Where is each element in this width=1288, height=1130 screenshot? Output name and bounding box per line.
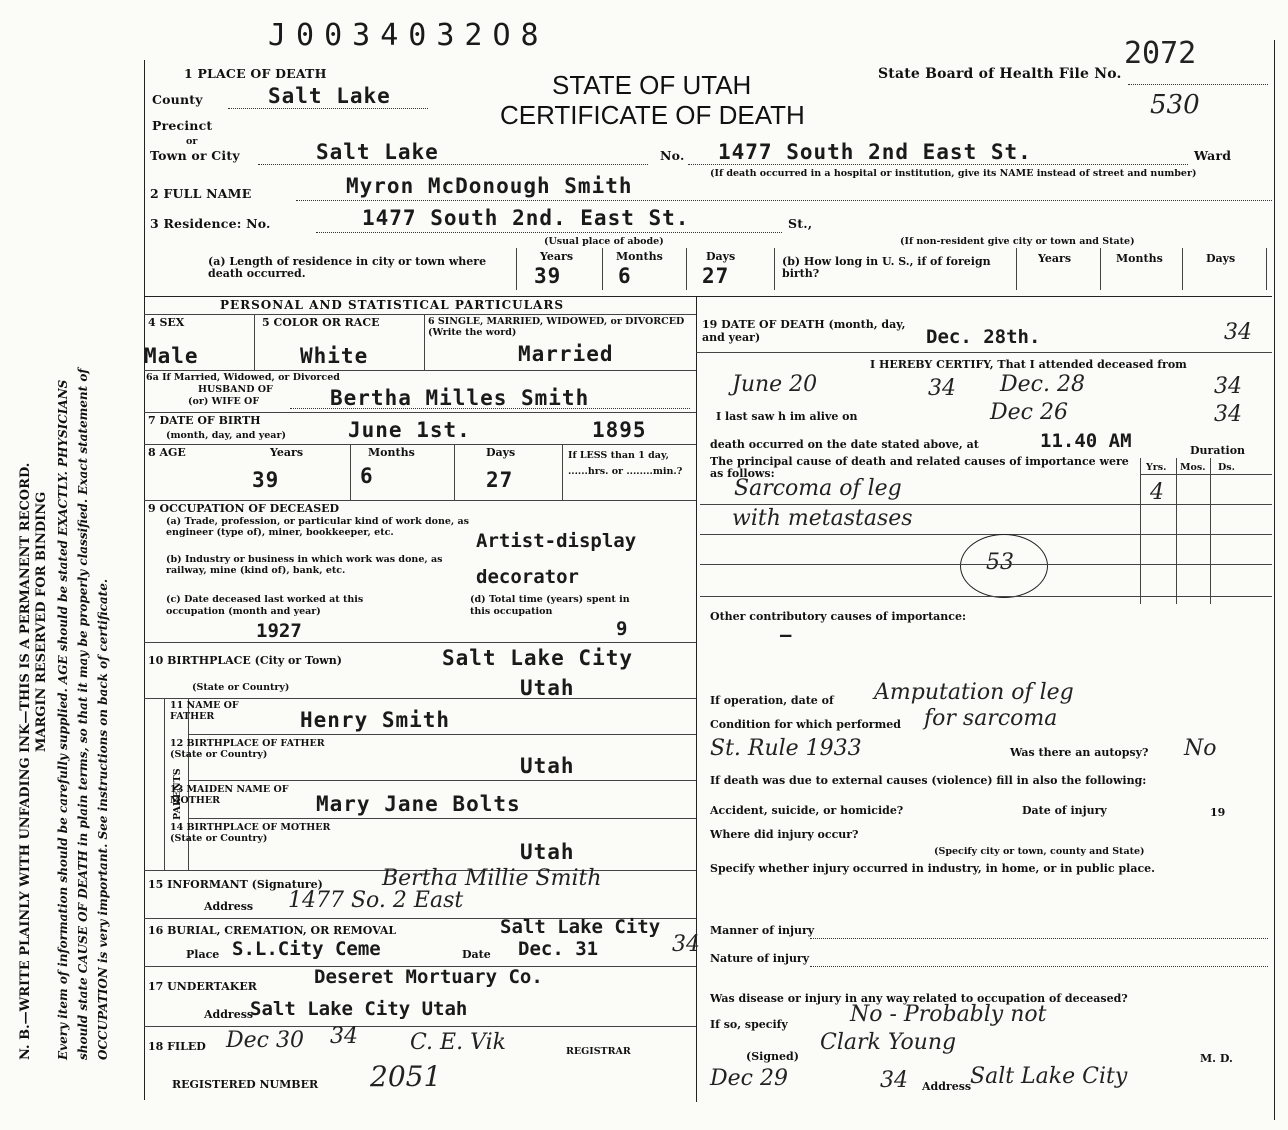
injury-year: 19: [1210, 806, 1226, 819]
condition-value: for sarcoma: [924, 706, 1058, 731]
res-days: 27: [702, 264, 730, 288]
spouse-value: Bertha Milles Smith: [330, 386, 590, 410]
father-value: Henry Smith: [300, 708, 451, 732]
birthplace-value: Salt Lake City: [442, 646, 634, 670]
manner-label: Manner of injury: [710, 924, 815, 937]
injury-date-label: Date of injury: [1022, 804, 1107, 817]
street-no-label: No.: [660, 148, 685, 163]
hospital-note: (If death occurred in a hospital or institution, give its NAME instead of street and number): [710, 168, 1197, 179]
file-number: 2072: [1124, 36, 1197, 71]
ward-label: Ward: [1194, 148, 1232, 163]
marital-label: 6 SINGLE, MARRIED, WIDOWED, or DIVORCED (Write the word): [428, 316, 685, 338]
undertaker-label: 17 UNDERTAKER: [148, 980, 257, 993]
physician-signature: Clark Young: [820, 1030, 957, 1055]
father-birthplace-label: 12 BIRTHPLACE OF FATHER (State or Country): [170, 738, 325, 760]
dob-value: June 1st.: [348, 418, 471, 442]
spouse-label-b: HUSBAND OF: [198, 384, 273, 395]
mother-label: 13 MAIDEN NAME OF MOTHER: [170, 784, 289, 806]
margin-instruction-2: Every item of information should be carefully supplied. AGE should be stated EXACTLY. PHYSICIANS: [56, 379, 70, 1060]
nature-label: Nature of injury: [710, 952, 810, 965]
us-years-label: Years: [1038, 252, 1072, 265]
burial-place-label: Place: [186, 948, 220, 961]
form-right-border: [1274, 40, 1275, 1120]
occupation-label: 9 OCCUPATION OF DECEASED: [148, 502, 340, 515]
age-months: 6: [360, 464, 374, 488]
dod-label: 19 DATE OF DEATH (month, day, and year): [702, 318, 906, 344]
regno-value: 2051: [370, 1060, 442, 1093]
operation-value: Amputation of leg: [874, 680, 1074, 705]
attended-to-year: 34: [1214, 374, 1242, 399]
mother-birthplace-label: 14 BIRTHPLACE OF MOTHER (State or Country): [170, 822, 331, 844]
cause-label: The principal cause of death and related causes of importance were as follows:: [710, 455, 1129, 480]
abode-note: (Usual place of abode): [544, 236, 664, 247]
form-title-certificate: CERTIFICATE OF DEATH: [500, 100, 805, 130]
regno-label: REGISTERED NUMBER: [172, 1078, 319, 1091]
sex-label: 4 SEX: [148, 316, 185, 329]
form-left-border: [144, 60, 145, 1100]
last-saw-date: Dec 26: [990, 400, 1068, 425]
sign-date: Dec 29: [710, 1066, 788, 1091]
undertaker-value: Deseret Mortuary Co.: [314, 966, 543, 988]
undertaker-address: Salt Lake City Utah: [250, 998, 468, 1020]
related-label: Was disease or injury in any way related to occupation of deceased?: [710, 992, 1128, 1005]
last-saw-year: 34: [1214, 402, 1242, 427]
filed-date: Dec 30: [226, 1028, 304, 1053]
attended-from-year: 34: [928, 376, 956, 401]
accident-label: Accident, suicide, or homicide?: [710, 804, 904, 817]
or-label: or: [186, 136, 198, 147]
us-months-label: Months: [1116, 252, 1163, 265]
last-saw-label: I last saw h im alive on: [716, 410, 858, 423]
autopsy-label: Was there an autopsy?: [1010, 746, 1149, 759]
spouse-label-c: (or) WIFE OF: [188, 396, 260, 407]
dob-sub: (month, day, and year): [166, 430, 286, 441]
county-label: County: [152, 92, 203, 107]
age-years: 39: [252, 468, 280, 492]
marital-value: Married: [518, 342, 614, 366]
sign-address-label: Address: [922, 1080, 972, 1093]
cause-code: 53: [986, 550, 1014, 575]
serial-number: J0034032O8: [268, 18, 549, 53]
margin-instruction-4: OCCUPATION is very important. See instructions on back of certificate.: [96, 578, 110, 1060]
res-days-label: Days: [706, 250, 736, 263]
file-number-label: State Board of Health File No.: [878, 66, 1122, 82]
occupation-b-value: decorator: [476, 566, 579, 588]
residence-st-label: St.,: [788, 216, 813, 231]
dur-ds-label: Ds.: [1218, 462, 1235, 473]
us-days-label: Days: [1206, 252, 1236, 265]
margin-instruction-1: N. B.—WRITE PLAINLY WITH UNFADING INK—THIS IS A PERMANENT RECORD.: [18, 462, 33, 1060]
nonresident-note: (If non-resident give city or town and State): [900, 236, 1135, 247]
street-value: 1477 South 2nd East St.: [718, 140, 1032, 164]
ifso-value: No - Probably not: [850, 1002, 1047, 1027]
residence-value: 1477 South 2nd. East St.: [362, 206, 690, 230]
occurred-label: death occurred on the date stated above, at: [710, 438, 979, 451]
res-years: 39: [534, 264, 562, 288]
precinct-label: Precinct: [152, 118, 213, 133]
father-birthplace: Utah: [520, 754, 575, 778]
color-label: 5 COLOR OR RACE: [262, 316, 380, 329]
external-label: If death was due to external causes (violence) fill in also the following:: [710, 774, 1147, 787]
age-days-label: Days: [486, 446, 516, 459]
occupation-c-value: 1927: [256, 620, 302, 642]
birthplace-state-label: (State or Country): [192, 682, 290, 693]
registrar-signature: C. E. Vik: [410, 1030, 506, 1055]
margin-instruction-3: should state CAUSE OF DEATH in plain terms, so that it may be properly classified. Exact statement of: [76, 368, 90, 1060]
res-years-label: Years: [540, 250, 574, 263]
length-residence-label: (a) Length of residence in city or town where death occurred.: [208, 255, 487, 280]
informant-address-label: Address: [204, 900, 254, 913]
full-name-value: Myron McDonough Smith: [346, 174, 633, 198]
sex-value: Male: [144, 344, 199, 368]
dur-yrs-label: Yrs.: [1146, 462, 1167, 473]
father-label: 11 NAME OF FATHER: [170, 700, 239, 722]
burial-value: Salt Lake City: [500, 916, 661, 938]
sign-address: Salt Lake City: [970, 1064, 1128, 1089]
informant-label: 15 INFORMANT (Signature): [148, 878, 323, 891]
dod-year: 34: [1224, 320, 1252, 345]
birthplace-label: 10 BIRTHPLACE (City or Town): [148, 654, 342, 667]
informant-address: 1477 So. 2 East: [288, 888, 464, 913]
certify-label: I HEREBY CERTIFY, That I attended deceased from: [870, 358, 1187, 371]
town-label: Town or City: [150, 148, 240, 163]
occupation-a-value: Artist-display: [476, 530, 637, 552]
res-months-label: Months: [616, 250, 663, 263]
duration-label: Duration: [1190, 444, 1246, 457]
parents-label: PARENTS: [172, 768, 183, 820]
dod-value: Dec. 28th.: [926, 326, 1041, 348]
burial-label: 16 BURIAL, CREMATION, OR REMOVAL: [148, 924, 397, 937]
undertaker-address-label: Address: [204, 1008, 254, 1021]
mother-value: Mary Jane Bolts: [316, 792, 521, 816]
signed-label: (Signed): [746, 1050, 799, 1063]
residence-label: 3 Residence: No.: [150, 216, 271, 231]
occupation-d-label: (d) Total time (years) spent in this occupation: [470, 594, 630, 617]
contributory-label: Other contributory causes of importance:: [710, 610, 967, 623]
autopsy-value: No: [1184, 736, 1217, 761]
where-note: (Specify city or town, county and State): [934, 846, 1145, 857]
attended-from: June 20: [732, 372, 818, 397]
specify-label: Specify whether injury occurred in industry, in home, or in public place.: [710, 862, 1155, 875]
foreign-birth-label: (b) How long in U. S., if of foreign birth?: [782, 255, 991, 280]
age-months-label: Months: [368, 446, 415, 459]
informant-signature: Bertha Millie Smith: [382, 866, 602, 891]
where-label: Where did injury occur?: [710, 828, 859, 841]
contributory-value: —: [780, 624, 792, 646]
form-title-state: STATE OF UTAH: [552, 70, 752, 100]
md-label: M. D.: [1200, 1052, 1233, 1065]
registrar-label: REGISTRAR: [566, 1046, 631, 1057]
town-value: Salt Lake: [316, 140, 439, 164]
age-days: 27: [486, 468, 514, 492]
occupation-d-value: 9: [616, 618, 628, 640]
cause-line-2: with metastases: [732, 506, 913, 531]
mother-birthplace: Utah: [520, 840, 575, 864]
burial-place: S.L.City Ceme: [232, 938, 381, 960]
sign-year: 34: [880, 1068, 908, 1093]
margin-binding-label: MARGIN RESERVED FOR BINDING: [34, 491, 49, 752]
place-of-death-label: 1 PLACE OF DEATH: [184, 66, 327, 81]
cause-line-1: Sarcoma of leg: [734, 476, 902, 501]
less-than-label: If LESS than 1 day, ......hrs. or ........min.?: [568, 450, 683, 477]
dob-label: 7 DATE OF BIRTH: [148, 414, 261, 427]
operation-label: If operation, date of: [710, 694, 834, 707]
condition-label: Condition for which performed: [710, 718, 901, 731]
occupation-a-label: (a) Trade, profession, or particular kind of work done, as engineer (type of), miner, bookkeeper, etc.: [166, 516, 470, 538]
burial-year: 34: [672, 932, 700, 957]
full-name-label: 2 FULL NAME: [150, 186, 252, 201]
filed-year: 34: [330, 1024, 358, 1049]
spouse-label-a: 6a If Married, Widowed, or Divorced: [146, 372, 340, 383]
attended-to: Dec. 28: [1000, 372, 1085, 397]
cause-duration: 4: [1150, 480, 1164, 505]
personal-heading: PERSONAL AND STATISTICAL PARTICULARS: [220, 298, 565, 312]
occupation-b-label: (b) Industry or business in which work was done, as railway, mine (kind of), bank, etc.: [166, 554, 443, 576]
filed-label: 18 FILED: [148, 1040, 206, 1053]
burial-date: Dec. 31: [518, 938, 599, 960]
operation-date: St. Rule 1933: [710, 736, 862, 761]
dur-mos-label: Mos.: [1180, 462, 1206, 473]
dob-year: 1895: [592, 418, 647, 442]
res-months: 6: [618, 264, 632, 288]
county-value: Salt Lake: [268, 84, 391, 108]
ifso-label: If so, specify: [710, 1018, 788, 1031]
color-value: White: [300, 344, 369, 368]
occupation-c-label: (c) Date deceased last worked at this occupation (month and year): [166, 594, 364, 617]
birthplace-state: Utah: [520, 676, 575, 700]
burial-date-label: Date: [462, 948, 491, 961]
age-label: 8 AGE: [148, 446, 186, 459]
age-years-label: Years: [270, 446, 304, 459]
file-number-secondary: 530: [1150, 90, 1200, 120]
death-time: 11.40 AM: [1040, 430, 1132, 452]
